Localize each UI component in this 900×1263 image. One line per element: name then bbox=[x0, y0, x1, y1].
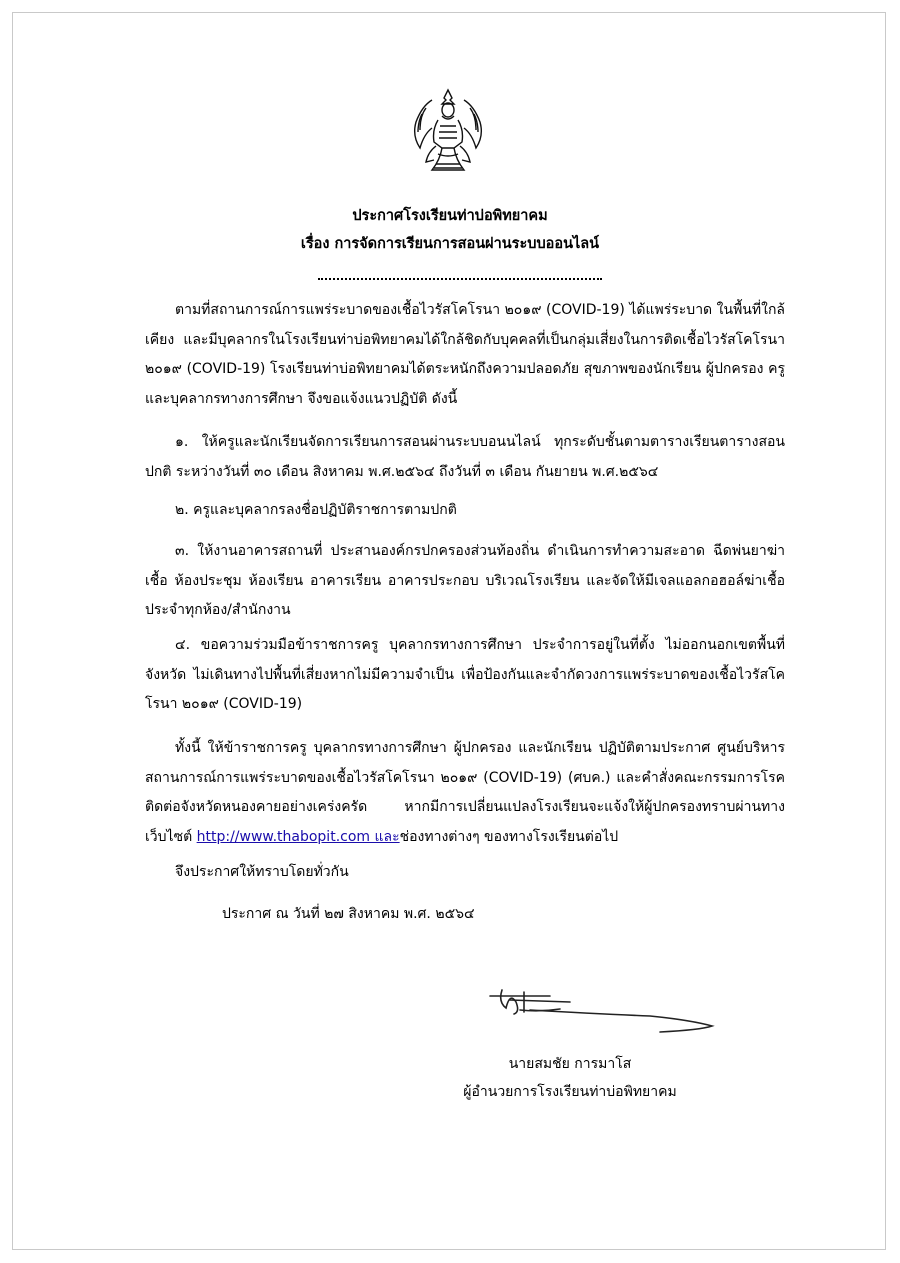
item-3-paragraph: ๓. ให้งานอาคารสถานที่ ประสานองค์กรปกครองส่วนท้องถิ่น ดำเนินการทำความสะอาด ฉีดพ่นยาฆ่าเชื้อ ห้องประชุม ห้องเรียน อาคารเรียน อาคารประกอบ บริเวณโรงเรียน และจัดให้มีเจลแอลกอฮอล์ฆ่าเชื้อประจำทุกห้อง/สำนักงาน bbox=[145, 543, 785, 618]
item-2-paragraph: ๒. ครูและบุคลากรลงชื่อปฏิบัติราชการตามปกติ bbox=[175, 502, 457, 518]
intro-paragraph: ตามที่สถานการณ์การแพร่ระบาดของเชื้อไวรัสโคโรนา ๒๐๑๙ (COVID-19) ได้แพร่ระบาด ในพื้นที่ใกล้เคียง และมีบุคลากรในโรงเรียนท่าบ่อพิทยาคมได้ใกล้ชิดกับบุคคลที่เป็นกลุ่มเสี่ยงในการติดเชื้อไวรัสโคโรนา ๒๐๑๙ (COVID-19) โรงเรียนท่าบ่อพิทยาคมได้ตระหนักถึงความปลอดภัย สุขภาพของนักเรียน ผู้ปกครอง ครู และบุคลากรทางการศึกษา จึงขอแจ้งแนวปฏิบัติ ดังนี้ bbox=[145, 302, 785, 407]
item-1-paragraph: ๑. ให้ครูและนักเรียนจัดการเรียนการสอนผ่านระบบอนนไลน์ ทุกระดับชั้นตามตารางเรียนตารางสอนปกติ ระหว่างวันที่ ๓๐ เดือน สิงหาคม พ.ศ.๒๕๖๔ ถึงวันที่ ๓ เดือน กันยายน พ.ศ.๒๕๖๔ bbox=[145, 434, 785, 480]
closing-text-end: ช่องทางต่างๆ ของทางโรงเรียนต่อไป bbox=[399, 828, 619, 845]
garuda-emblem-icon bbox=[402, 86, 494, 178]
announcement-subject: เรื่อง การจัดการเรียนการสอนผ่านระบบออนไลน์ bbox=[300, 236, 600, 252]
announcement-title: ประกาศโรงเรียนท่าบ่อพิทยาคม bbox=[352, 208, 548, 224]
signature-image bbox=[480, 982, 730, 1042]
dotted-divider bbox=[318, 266, 602, 280]
website-link[interactable]: http://www.thabopit.com และ bbox=[196, 828, 400, 845]
date-line: ประกาศ ณ วันที่ ๒๗ สิงหาคม พ.ศ. ๒๕๖๔ bbox=[222, 906, 475, 922]
closing-text: ทั้งนี้ ให้ข้าราชการครู บุคลากรทางการศึกษา ผู้ปกครอง และนักเรียน ปฏิบัติตามประกาศ ศูนย์บริหารสถานการณ์การแพร่ระบาดของเชื้อไวรัสโคโรนา ๒๐๑๙ (COVID-19) (ศบค.) และคำสั่งคณะกรรมการโรคติดต่อจังหวัดหนองคายอย่างเคร่งครัด หากมีการเปลี่ยนแปลงโรงเรียนจะแจ้งให้ผู้ปกครองทราบผ่านทางเว็บไซต์ bbox=[145, 740, 785, 845]
closing-paragraph bbox=[145, 734, 785, 852]
signer-position: ผู้อำนวยการโรงเรียนท่าบ่อพิทยาคม bbox=[463, 1084, 677, 1100]
signer-name: นายสมชัย การมาโส bbox=[508, 1056, 632, 1072]
announce-line: จึงประกาศให้ทราบโดยทั่วกัน bbox=[175, 864, 349, 880]
item-4-paragraph: ๔. ขอความร่วมมือข้าราชการครู บุคลากรทางการศึกษา ประจำการอยู่ในที่ตั้ง ไม่ออกนอกเขตพื้นที่จังหวัด ไม่เดินทางไปพื้นที่เสี่ยงหากไม่มีความจำเป็น เพื่อป้องกันและจำกัดวงการแพร่ระบาดของเชื้อไวรัสโค โรนา ๒๐๑๙ (COVID-19) bbox=[145, 637, 785, 712]
